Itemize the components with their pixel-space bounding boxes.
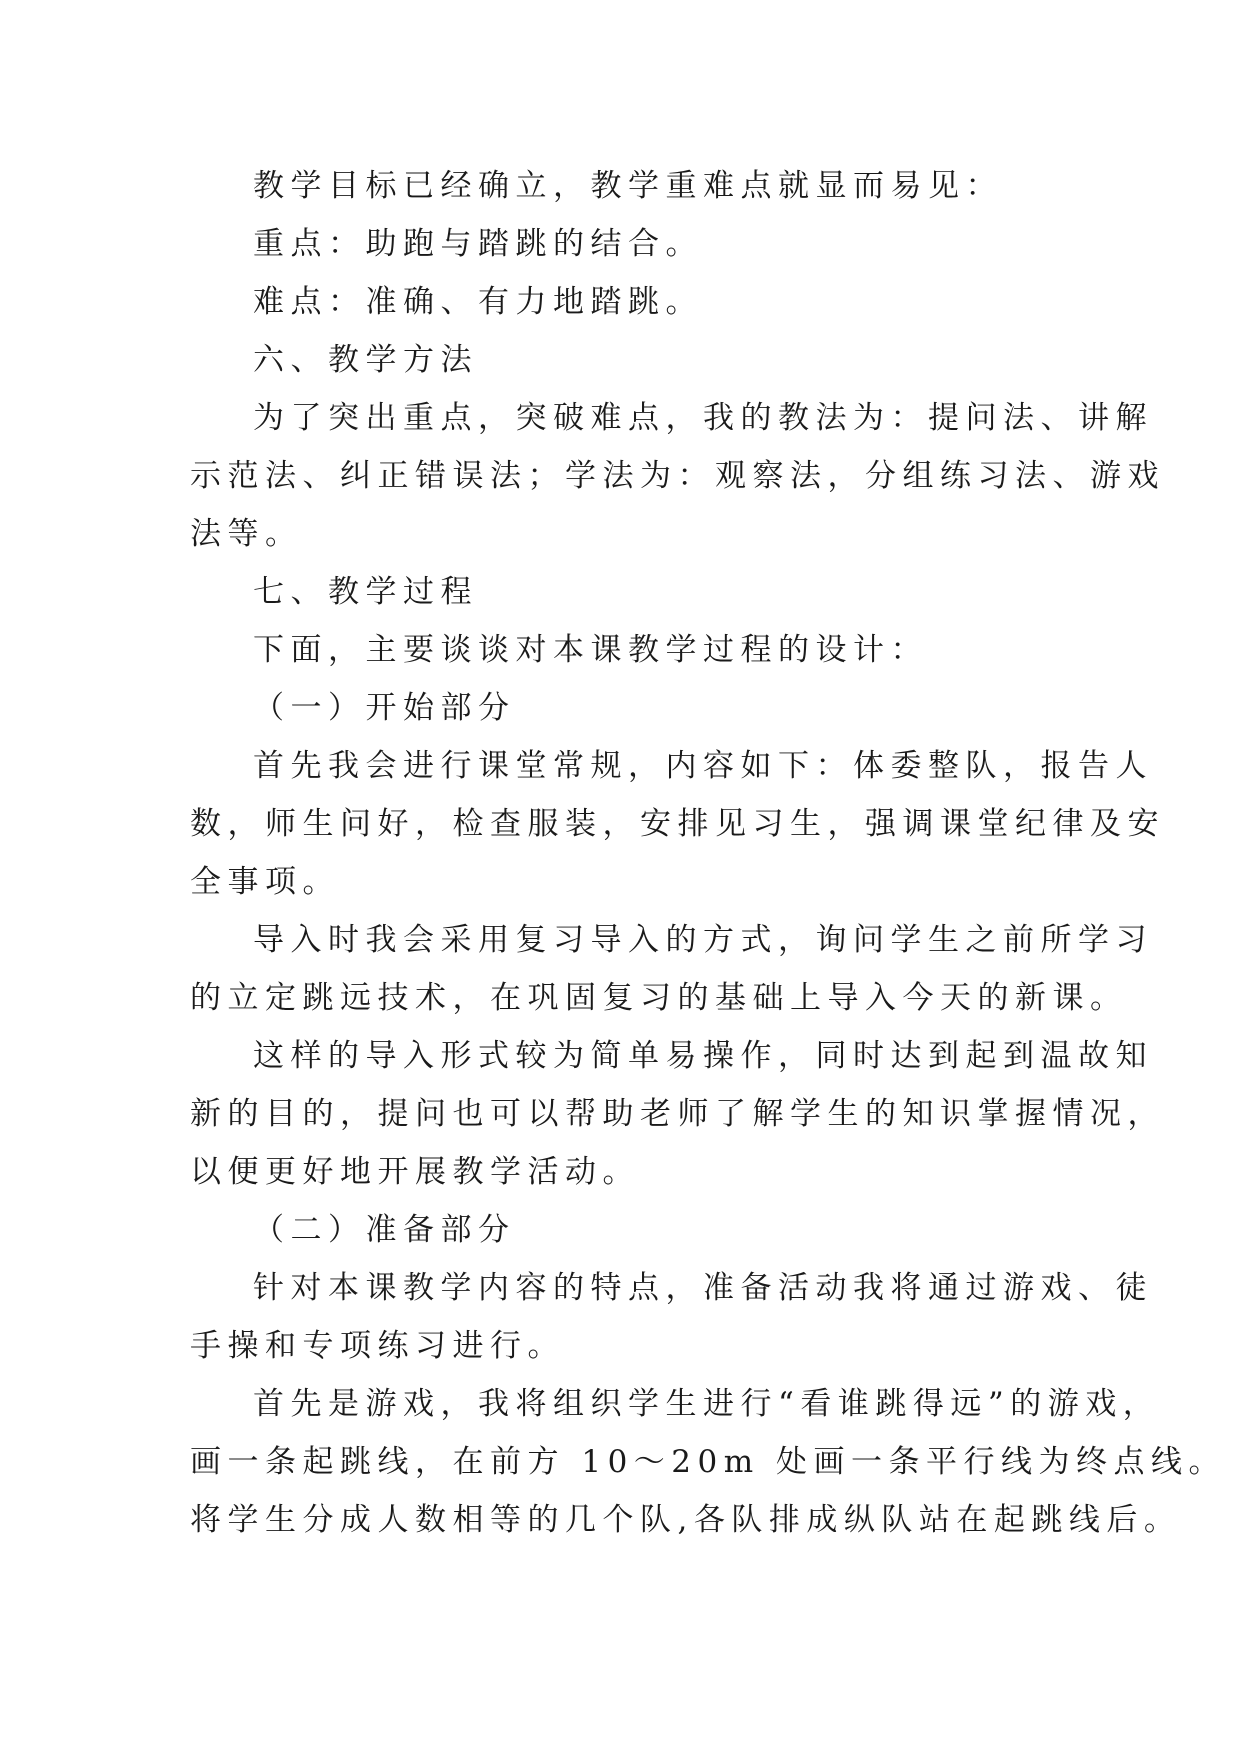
paragraph-line: 首先是游戏，我将组织学生进行“看谁跳得远”的游戏，	[253, 1386, 1161, 1422]
paragraph-line: 手操和专项练习进行。	[190, 1328, 565, 1364]
subsection-heading: （一）开始部分	[253, 690, 516, 726]
paragraph-line: 法等。	[190, 516, 303, 552]
paragraph-line: 数，师生问好，检查服装，安排见习生，强调课堂纪律及安	[190, 806, 1165, 842]
paragraph-line: 重点：助跑与踏跳的结合。	[253, 226, 703, 262]
paragraph-line: 首先我会进行课堂常规，内容如下：体委整队，报告人	[253, 748, 1153, 784]
paragraph-line: 这样的导入形式较为简单易操作，同时达到起到温故知	[253, 1038, 1153, 1074]
paragraph-line: 为了突出重点，突破难点，我的教法为：提问法、讲解	[253, 400, 1153, 436]
paragraph-line: 以便更好地开展教学活动。	[190, 1154, 640, 1190]
paragraph-line: 难点：准确、有力地踏跳。	[253, 284, 703, 320]
section-heading: 七、教学过程	[253, 574, 478, 610]
paragraph-line: 示范法、纠正错误法；学法为：观察法，分组练习法、游戏	[190, 458, 1165, 494]
paragraph-line: 全事项。	[190, 864, 340, 900]
paragraph-line: 的立定跳远技术，在巩固复习的基础上导入今天的新课。	[190, 980, 1128, 1016]
paragraph-line: 画一条起跳线，在前方 10～20m 处画一条平行线为终点线。	[190, 1444, 1226, 1480]
paragraph-line: 教学目标已经确立，教学重难点就显而易见：	[253, 168, 1003, 204]
section-heading: 六、教学方法	[253, 342, 478, 378]
paragraph-line: 将学生分成人数相等的几个队,各队排成纵队站在起跳线后。	[190, 1502, 1182, 1538]
subsection-heading: （二）准备部分	[253, 1212, 516, 1248]
paragraph-line: 下面，主要谈谈对本课教学过程的设计：	[253, 632, 928, 668]
paragraph-line: 针对本课教学内容的特点，准备活动我将通过游戏、徒	[253, 1270, 1153, 1306]
paragraph-line: 导入时我会采用复习导入的方式，询问学生之前所学习	[253, 922, 1153, 958]
paragraph-line: 新的目的，提问也可以帮助老师了解学生的知识掌握情况，	[190, 1096, 1165, 1132]
